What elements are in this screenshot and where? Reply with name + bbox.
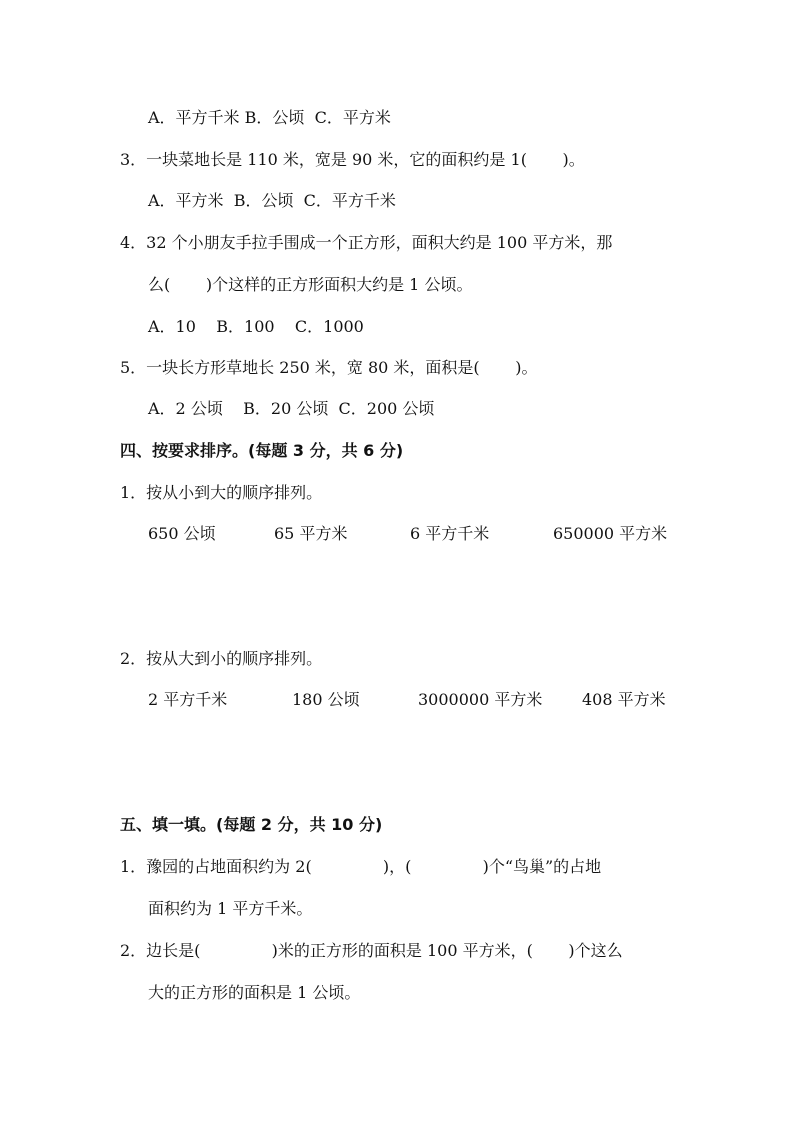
section5-heading: 五、填一填。(每题 2 分，共 10 分)	[120, 815, 383, 834]
q3-options: A．平方米 B．公顷 C．平方千米	[148, 191, 396, 210]
section4-q2-item-2: 180 公顷	[292, 690, 360, 709]
section4-q2-stem: 2．按从大到小的顺序排列。	[120, 649, 323, 668]
section5-q2-line2: 大的正方形的面积是 1 公顷。	[148, 983, 361, 1002]
section4-q1-item-3: 6 平方千米	[410, 524, 490, 543]
section5-q2-line1: 2．边长是( )米的正方形的面积是 100 平方米，( )个这么	[120, 941, 623, 960]
section4-q1-item-2: 65 平方米	[274, 524, 348, 543]
section4-q2-item-4: 408 平方米	[582, 690, 666, 709]
section5-q1-line1: 1．豫园的占地面积约为 2( )，( )个“鸟巢”的占地	[120, 857, 602, 876]
section4-q1-item-4: 650000 平方米	[553, 524, 668, 543]
section4-q2-item-3: 3000000 平方米	[418, 690, 543, 709]
section4-q1-stem: 1．按从小到大的顺序排列。	[120, 483, 323, 502]
q2-options: A．平方千米 B．公顷 C．平方米	[148, 108, 391, 127]
q3-stem: 3．一块菜地长是 110 米，宽是 90 米，它的面积约是 1( )。	[120, 150, 585, 169]
q4-stem-line2: 么( )个这样的正方形面积大约是 1 公顷。	[148, 275, 473, 294]
q4-options: A．10 B．100 C．1000	[148, 317, 364, 336]
section4-q1-item-1: 650 公顷	[148, 524, 216, 543]
section4-q2-item-1: 2 平方千米	[148, 690, 228, 709]
q5-stem: 5．一块长方形草地长 250 米，宽 80 米，面积是( )。	[120, 358, 538, 377]
q5-options: A．2 公顷 B．20 公顷 C．200 公顷	[148, 399, 435, 418]
q4-stem-line1: 4．32 个小朋友手拉手围成一个正方形，面积大约是 100 平方米，那	[120, 233, 613, 252]
section5-q1-line2: 面积约为 1 平方千米。	[148, 899, 313, 918]
section4-heading: 四、按要求排序。(每题 3 分，共 6 分)	[120, 441, 404, 460]
